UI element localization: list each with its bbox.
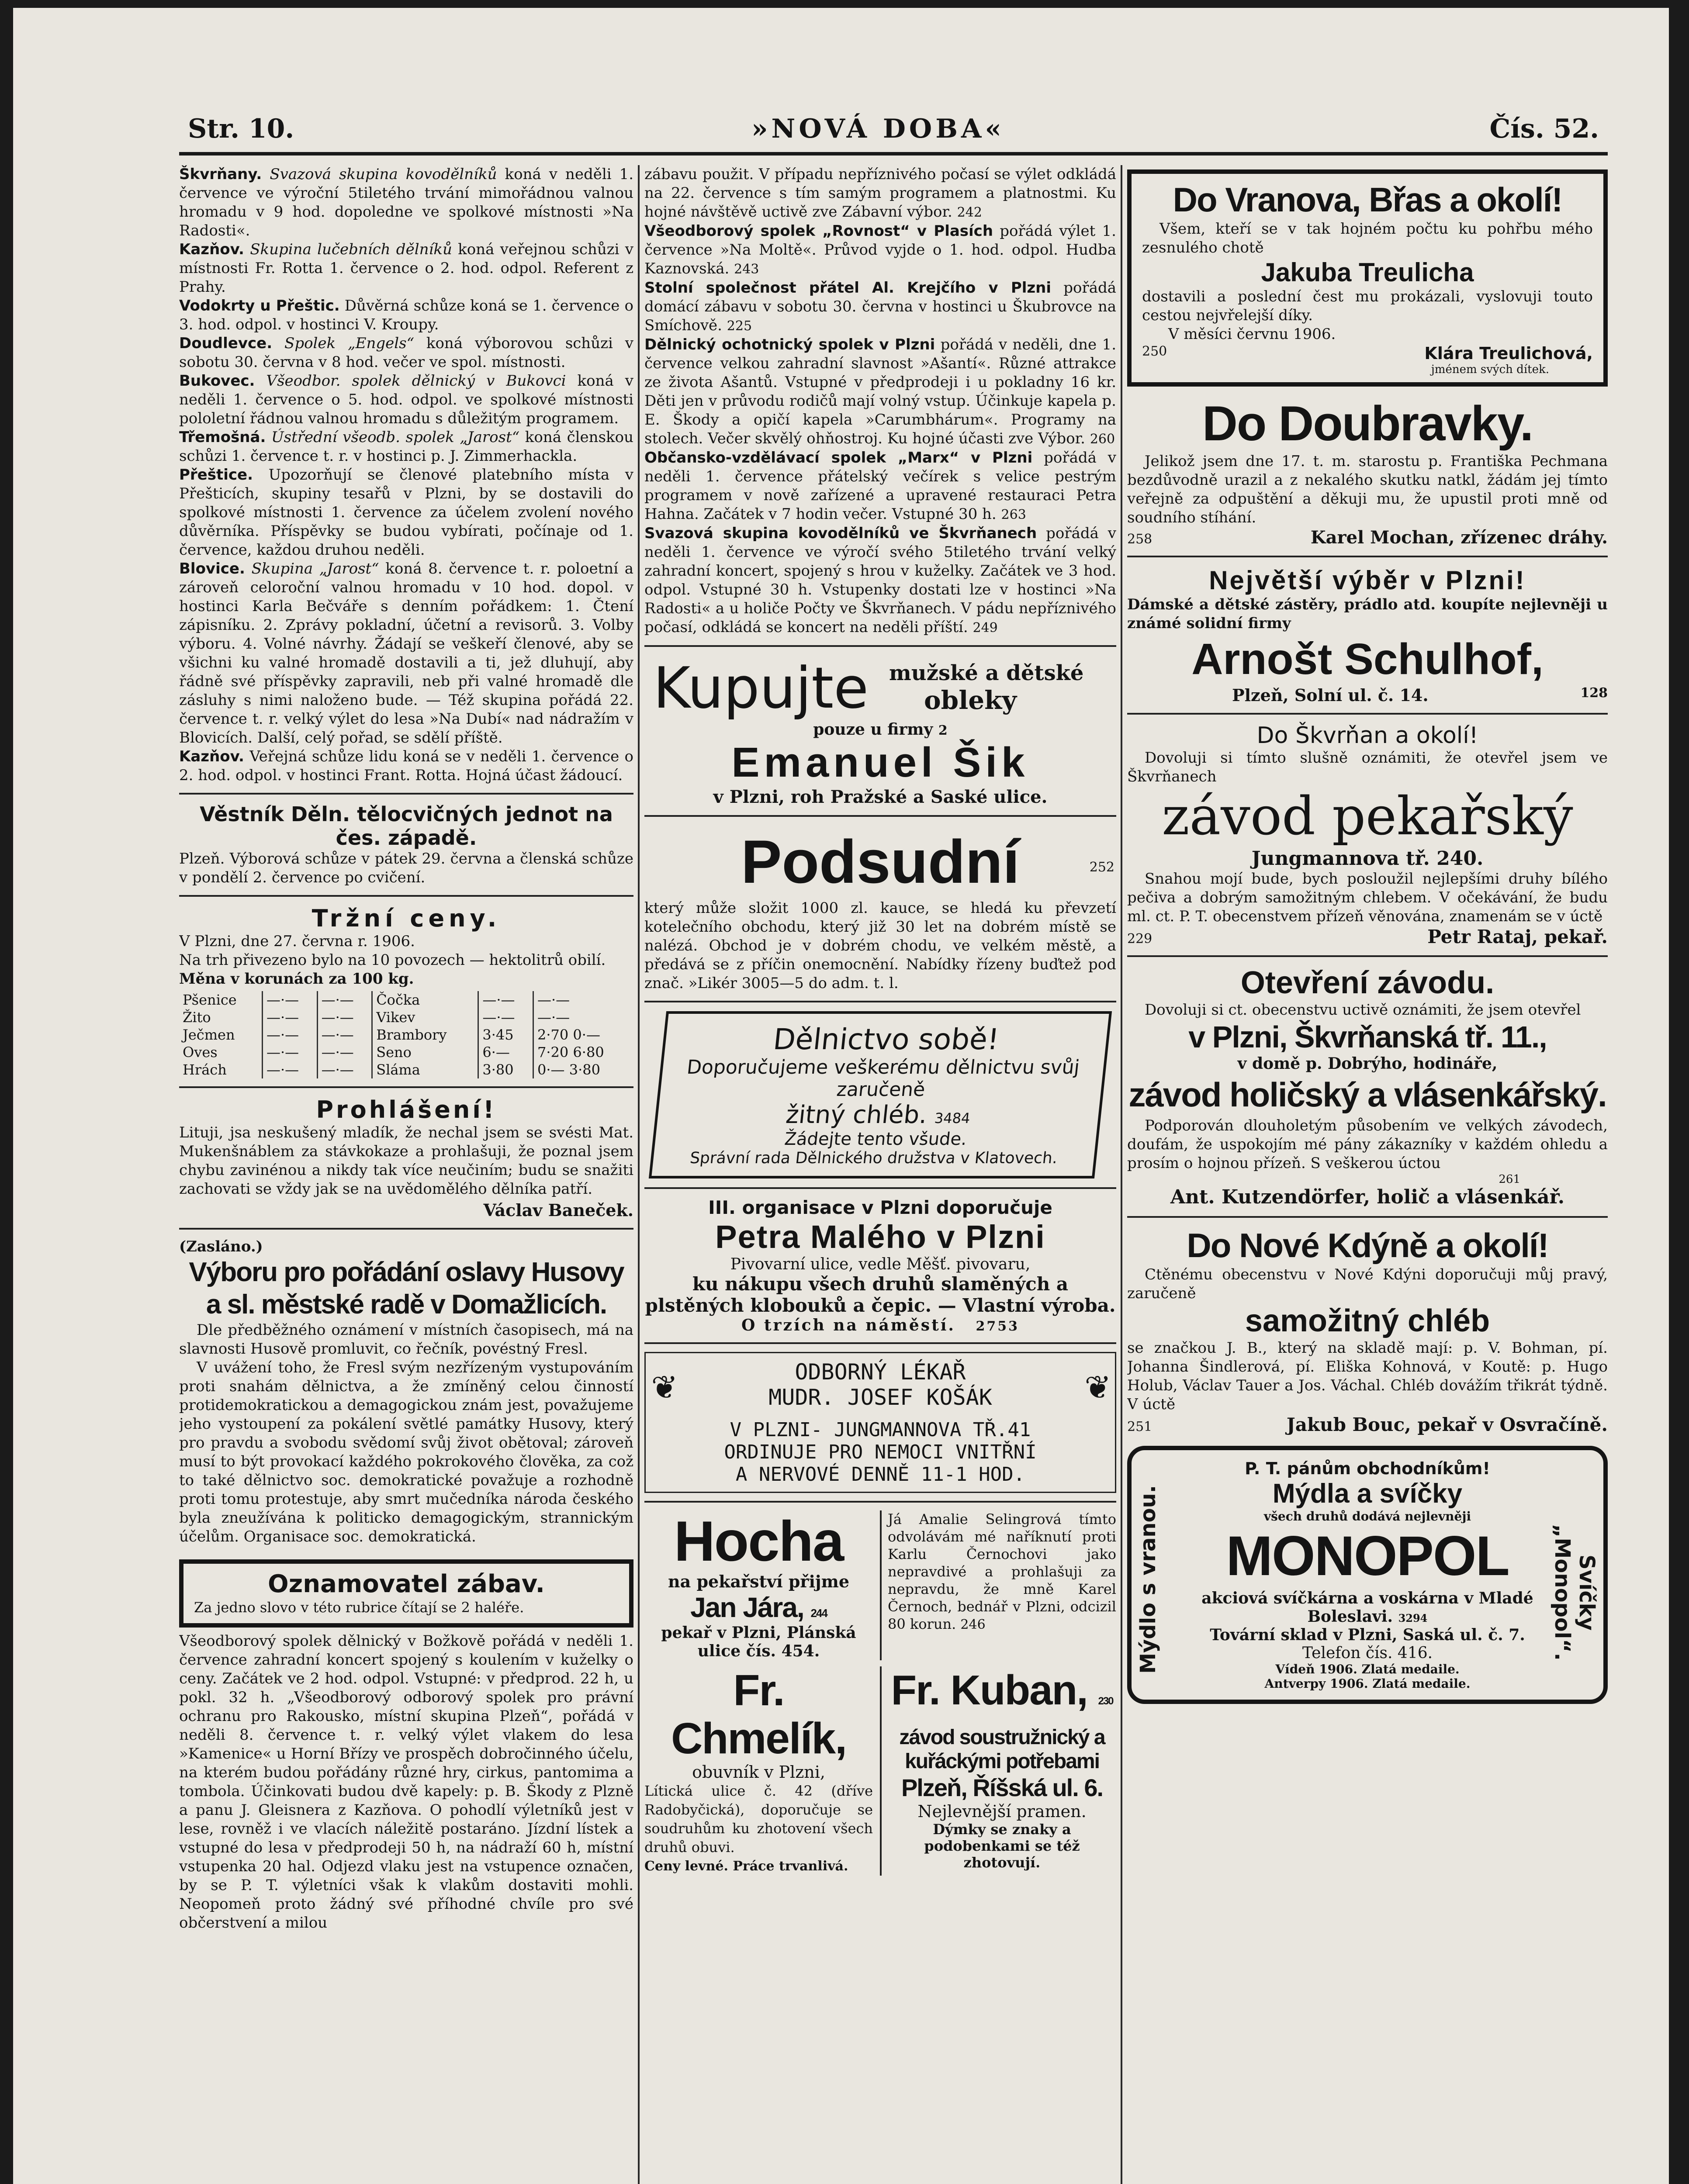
- market-cell: Ječmen: [179, 1026, 262, 1044]
- otevreni-title: Otevření závodu.: [1240, 965, 1495, 1000]
- column-divider: [638, 165, 640, 2184]
- doubravka-title: Do Doubravky.: [1202, 396, 1533, 451]
- kuban-name: Fr. Kuban, 230: [891, 1667, 1113, 1714]
- kdyne-big: samožitný chléb: [1245, 1303, 1490, 1338]
- divider: [179, 1228, 633, 1230]
- vranov-signature-row: 250 Klára Treulichová,: [1142, 344, 1593, 363]
- divider: [1127, 556, 1608, 557]
- market-intro: Na trh přivezeno bylo na 10 povozech — hektolitrů obilí.: [179, 951, 606, 969]
- mono-title: Mýdla a svíčky: [1272, 1479, 1463, 1509]
- ad-hocha: [644, 1510, 873, 1660]
- kuban-text-3: Nejlevnější pramen.: [917, 1802, 1087, 1821]
- market-row: [179, 991, 633, 1009]
- market-date: V Plzni, dne 27. června r. 1906.: [179, 933, 415, 950]
- husova-paragraph-1: Dle předběžného oznámení v místních časopisech, má na slavnosti Husově promluvit, co řečník, povéstný Fresl.: [179, 1321, 633, 1358]
- vestnik-title: Věstník Děln. tělocvičných jednot na čes. západě.: [200, 802, 613, 850]
- ornament-icon: ❦: [1085, 1362, 1109, 1408]
- market-cell: 6·—: [478, 1044, 533, 1061]
- market-cell: 3·45: [478, 1026, 533, 1044]
- schulhof-head: Největší výběr v Plzni!: [1209, 566, 1526, 595]
- market-cell: 2·70 0·—: [537, 1026, 600, 1043]
- otevreni-text-1: Dovoluji si ct. obecenstvu uctivě oznámiti, že jsem otevřel: [1145, 1001, 1581, 1019]
- kdyne-signature-row: 251 Jakub Bouc, pekař v Osvračíně.: [1127, 1414, 1608, 1435]
- market-cell: —·—: [478, 991, 533, 1009]
- schulhof-address-row: Plzeň, Solní ul. č. 14. 128: [1232, 685, 1608, 705]
- event-kovodelnici: Svazová skupina kovodělníků ve Škvrňanech pořádá v neděli 1. července ve výročí svého 5tiletého trvání velký zahradní koncert, spojený s hrou v kuželky. Začátek ve 3 hod. odpol. Vstupné 30 h. Vstupenky dostati lze v hostinci »Na Radosti« a u holiče Počty ve Škvrňanech. V pádu nepříznivého počasí, odkládá se koncert na neděli příští. 249: [644, 525, 1116, 636]
- divider: [1127, 1216, 1608, 1218]
- column-1: [179, 165, 633, 1932]
- doubravka-signature: Karel Mochan, zřízenec dráhy.: [1310, 527, 1608, 548]
- market-cell: Žito: [179, 1009, 262, 1026]
- skvrnan-text-2: Snahou mojí bude, bych posloužil nejlepšími druhy bílého pečiva a dobrým samožitným chlebem. V očekávání, že budu ml. ct. P. T. obecenstvem přízeň věnována, znamenám se v úctě: [1127, 870, 1608, 925]
- divider: [644, 1501, 1116, 1503]
- divider: [1127, 713, 1608, 715]
- divider: [179, 1086, 633, 1088]
- divider: [1127, 955, 1608, 957]
- delnictvo-bread: žitný chléb. 3484: [784, 1101, 971, 1129]
- mono-sub: všech druhů dodává nejlevněji: [1263, 1509, 1471, 1524]
- market-cell: Hrách: [179, 1061, 262, 1078]
- skvrnan-text-1: Dovoluji si tímto slušně oznámiti, že otevřel jsem ve Škvrňanech: [1127, 749, 1608, 785]
- kdyne-text-2: se značkou J. B., který na skladě mají: p. V. Bohman, pí. Johanna Šindlerová, pí. Eliška Kohnová, v Koutě: p. Hugo Holub, Václav Tauer a Jos. Váchal. Chléb dovážím třikrát týdně. V úctě: [1127, 1339, 1608, 1413]
- market-cell: Čočka: [372, 991, 478, 1009]
- kuban-address: Plzeň, Říšská ul. 6.: [901, 1774, 1103, 1801]
- schulhof-name: Arnošt Schulhof,: [1191, 635, 1544, 684]
- oznamovatel-text: Všeodborový spolek dělnický v Božkově pořádá v neděli 1. července zahradní koncert spojený s koulením v kuželky o ceny. Začátek ve 2 hod. odpol. Vstupné: v předprod. 22 h, u pokl. 32 h. „Všeodborový odborový spolek pro právní ochranu pro Rakousko, místní skupina Plzeň“, pořádá v neděli 8. července t. r. velký výlet vlakem do lesa »Kamenice« u Horní Břízy ve prospěch dobročinného účelu, na kterém budou pořádány různé hry, cirkus, pantomima a tombola. Účinkovati budou dvě kapely: p. B. Škody z Plzně a panu J. Gleisnera z Kazňova. O pohodlí výletníků jest v lese, rovněž i ve vlacích náležitě postaráno. Jízdní lístek a vstupné do lesa v předprodeji 50 h, na nádraží 60 h, místní vstupenka 20 hal. Odjezd vlaku jest na vstupence označen, by se P. T. výletníci však k vlakům dostaviti mohli. Neopomeň proto žádný své příhodné chvíle pro své občerstvení a milou: [179, 1632, 633, 1932]
- divider: [644, 645, 1116, 647]
- market-cell: —·—: [262, 1009, 317, 1026]
- otevreni-house: v domě p. Dobrýho, hodináře,: [1237, 1054, 1498, 1073]
- selingrova-text: Já Amalie Selingrová tímto odvolávám mé naříknutí proti Karlu Černochovi jako nepravdivé a prohlašuji za nepravdu, že mně Karel Černoch, bednář v Plzni, odcizil 80 korun. 246: [888, 1511, 1116, 1632]
- maly-foot: O trzích na náměstí. 2753: [741, 1316, 1019, 1334]
- chmelik-name: Fr. Chmelík,: [671, 1666, 846, 1763]
- oznamovatel-subtitle: Za jedno slovo v této rubrice čítají se 2 haléře.: [194, 1599, 524, 1616]
- ad-podsudni: [644, 825, 1116, 899]
- column-3: [1127, 165, 1608, 1704]
- event-ochotnicky: Dělnický ochotnický spolek v Plzni pořádá v neděli, dne 1. července velkou zahradní slavnost »Ašantí«. Různé attrakce ze života Ašantů. Vstupné v předprodeji i u pokladny 16 kr. Děti jen v průvodu rodičů mají volný vstup. Účinkuje kapela p. E. Škody a opičí kapela »Carumbhárum«. Programy na stolech. Večer skvělý ohňostroj. Ku hojné účasti zve Výbor. 260: [644, 336, 1116, 447]
- vestnik-text: Plzeň. Výborová schůze v pátek 29. června a členská schůze v pondělí 2. července po cvičení.: [179, 850, 633, 886]
- divider: [644, 1001, 1116, 1002]
- notice-bukovec: Bukovec. Všeodbor. spolek dělnický v Bukovci koná v neděli 1. července o 5. hod. odpol. ve spolkové místnosti pololetní řádnou valnou hromadu s důležitým programem.: [179, 372, 633, 427]
- mono-award-1: Vídeň 1906. Zlatá medaile.: [1275, 1662, 1460, 1676]
- kosak-line-3: V PLZNI- JUNGMANNOVA TŘ.41: [730, 1419, 1031, 1441]
- notice-tremosna: Třemošná. Ústřední všeodb. spolek „Jarost“ koná členskou schůzi 1. července t. r. v hostinci p. J. Zimmerhackla.: [179, 429, 633, 465]
- notice-prestice: Přeštice. Upozorňují se členové platebního místa v Přešticích, skupiny tesařů v Plzni, by se dostavili do spolkové místnosti 1. července za účelem zvolení nového důvěrníka. Příspěvky se budou vybírati, počínaje od 1. července, každou druhou neděli.: [179, 466, 633, 559]
- divider: [179, 895, 633, 897]
- ads-row-2: [644, 1666, 1116, 1876]
- divider: [644, 1187, 1116, 1189]
- vranov-text-1: Všem, kteří se v tak hojném počtu ku pohřbu mého zesnulého chotě: [1142, 220, 1593, 256]
- ornament-icon: ❦: [652, 1362, 676, 1408]
- mono-text-2: Tovární sklad v Plzni, Saská ul. č. 7.: [1210, 1626, 1525, 1644]
- market-cell: —·—: [262, 991, 317, 1009]
- market-cell: —·—: [262, 1044, 317, 1061]
- kupujte-firm: Emanuel Šik: [731, 739, 1029, 786]
- market-cell: —·—: [537, 1009, 570, 1026]
- hocha-text-1: na pekařství přijme: [668, 1572, 850, 1591]
- kdyne-text-1: Ctěnému obecenstvu v Nové Kdýni doporučuji můj pravý, zaručeně: [1127, 1266, 1608, 1302]
- page-number: Str. 10.: [188, 114, 294, 144]
- kuban-text-4: Dýmky se znaky a podobenkami se též zhotovují.: [924, 1821, 1080, 1871]
- market-cell: —·—: [317, 1044, 372, 1061]
- event-marx: Občansko-vzdělávací spolek „Marx“ v Plzni pořádá v neděli 1. července přátelský večírek s velice pestrým programem v nově zařízené a upravené restauraci Petra Hahna. Začátek v 7 hodin večer. Vstupné 30 h. 263: [644, 449, 1116, 523]
- mono-top: P. T. pánům obchodníkům!: [1245, 1459, 1490, 1478]
- notice-blovice: Blovice. Skupina „Jarost“ koná 8. července t. r. poloetní a zároveň celoroční valnou hromadu v 10 hod. dopol. v hostinci Karla Bečváře s denním pořádkem: 1. Čtení zápisníku. 2. Zprávy pokladní, účetní a revisorů. 3. Volby výboru. 4. Volné návrhy. Žádají se veškeří členové, aby se všichni ku valné hromadě dostavili a ti, jež dluhují, aby řádně své příspěvky zapravili, neb při valné hromadě dle zásluhy s nimi naloženo bude. — Též skupina pořádá 22. července t. r. velký výlet do lesa »Na Dubí« nad nádražím v Blovicích. Další, celý pořad, se sdělí příště.: [179, 560, 633, 746]
- market-cell: Brambory: [372, 1026, 478, 1044]
- podsudni-title: Podsudní: [741, 827, 1020, 896]
- vranov-signature-2: jménem svých dítek.: [1431, 363, 1549, 376]
- notice-kaznov-2: Kazňov. Veřejná schůze lidu koná se v neděli 1. července o 2. hod. odpol. v hostinci Frant. Rotta. Hojná účast žádoucí.: [179, 748, 633, 784]
- market-cell: Sláma: [372, 1061, 478, 1078]
- oznamovatel-title: Oznamovatel zábav.: [268, 1570, 545, 1598]
- kupujte-address: v Plzni, roh Pražské a Saské ulice.: [713, 787, 1048, 807]
- notice-doudlevce: Doudlevce. Spolek „Engels“ koná výborovou schůzi v sobotu 30. června v 8 hod. večer ve spol. místnosti.: [179, 335, 633, 371]
- prohlaseni-signature: Václav Baneček.: [483, 1200, 633, 1220]
- mono-award-2: Antverpy 1906. Zlatá medaile.: [1264, 1676, 1471, 1691]
- mono-right-text: Svíčky „Monopol“.: [1550, 1524, 1599, 1661]
- kosak-line-5: A NERVOVÉ DENNĚ 11-1 HOD.: [735, 1463, 1025, 1486]
- ad-kosak: [644, 1352, 1116, 1493]
- maly-address: Pivovarní ulice, vedle Měšť. pivovaru,: [730, 1255, 1031, 1273]
- market-cell: —·—: [537, 992, 570, 1008]
- schulhof-text: Dámské a dětské zástěry, prádlo atd. koupíte nejlevněji u známé solidní firmy: [1127, 596, 1608, 632]
- mono-text-1: akciová svíčkárna a voskárna v Mladé Boleslavi. 3294: [1201, 1589, 1533, 1626]
- kosak-line-2: MUDR. JOSEF KOŠÁK: [768, 1385, 992, 1410]
- kosak-line-4: ORDINUJE PRO NEMOCI VNITŘNÍ: [724, 1441, 1037, 1463]
- otevreni-signature: Ant. Kutzendörfer, holič a vlásenkář.: [1170, 1186, 1565, 1208]
- newspaper-page: [13, 8, 1669, 2184]
- vranov-date: V měsíci červnu 1906.: [1168, 325, 1336, 343]
- market-cell: Pšenice: [179, 991, 262, 1009]
- header-rule: [179, 152, 1608, 156]
- chmelik-text-2: Lítická ulice č. 42 (dříve Radobyčická), doporučuje se soudruhům ku zhotovení všech druhů obuvi.: [644, 1783, 873, 1856]
- zaslano-label: (Zasláno.): [179, 1238, 263, 1255]
- notice-skvrnany: Škvrňany. Svazová skupina kovodělníků koná v neděli 1. července ve výroční 5tiletého trvání mimořádnou valnou hromadu v 9 hod. dopoledne ve spolkové místnosti »Na Radosti«.: [179, 166, 633, 239]
- divider: [644, 1342, 1116, 1344]
- maly-text: ku nákupu všech druhů slaměných a plstěných klobouků a čepic. — Vlastní výroba.: [645, 1273, 1116, 1316]
- market-row: [179, 1044, 633, 1061]
- kdyne-title: Do Nové Kdýně a okolí!: [1187, 1226, 1548, 1265]
- page-header: [170, 114, 1608, 149]
- notice-vodokrty: Vodokrty u Přeštic. Důvěrná schůze koná se 1. července o 3. hod. odpol. v hostinci V. Kroupy.: [179, 297, 633, 333]
- skvrnan-big: závod pekařský: [1162, 786, 1573, 847]
- market-cell: 7·20 6·80: [537, 1044, 604, 1061]
- delnictvo-text-3: Žádejte tento všude.: [783, 1129, 968, 1149]
- kdyne-signature: Jakub Bouc, pekař v Osvračíně.: [1286, 1414, 1608, 1435]
- doubravka-signature-row: 258 Karel Mochan, zřízenec dráhy.: [1127, 527, 1608, 548]
- market-title: Tržní ceny.: [311, 905, 501, 932]
- market-row: [179, 1009, 633, 1026]
- market-cell: 0·— 3·80: [537, 1061, 600, 1078]
- market-cell: —·—: [317, 1009, 372, 1026]
- delnictvo-signature: Správní rada Dělnického družstva v Klatovech.: [689, 1149, 1059, 1167]
- divider: [179, 793, 633, 795]
- delnictvo-title: Dělnictvo sobě!: [772, 1023, 1001, 1056]
- vranov-title: Do Vranova, Břas a okolí!: [1173, 180, 1562, 219]
- chmelik-text-1: obuvník v Plzni,: [692, 1762, 825, 1782]
- continued-text: zábavu použit. V případu nepříznivého počasí se výlet odkládá na 22. července s tím samým programem a platnostmi. Ku hojné návštěvě uctivě zve Zábavní výbor. 242: [644, 166, 1116, 221]
- prohlaseni-text: Lituji, jsa neskušený mladík, že nechal jsem se svésti Mat. Mukenšnáblem za stávkokaze a prohlašuji, že poznal jsem chybu zavinénou a nikdy tak více neučiním; budu se snažiti zachovati se vždy jak se na uvědomělého dělníka patří.: [179, 1124, 633, 1198]
- ad-kuban: [880, 1666, 1116, 1876]
- newspaper-title: »NOVÁ DOBA«: [751, 114, 1005, 144]
- market-cell: Vikev: [372, 1009, 478, 1026]
- mono-big: MONOPOL: [1226, 1525, 1509, 1587]
- market-cell: Seno: [372, 1044, 478, 1061]
- market-cell: —·—: [317, 1061, 372, 1078]
- skvrnan-signature-row: 229 Petr Rataj, pekař.: [1127, 926, 1608, 947]
- delnictvo-text-1: Doporučujeme veškerému dělnictvu svůj zaručeně: [685, 1056, 1081, 1101]
- otevreni-address: v Plzni, Škvrňanská tř. 11.,: [1188, 1020, 1547, 1054]
- market-cell: —·—: [478, 1009, 533, 1026]
- market-price-table: [179, 991, 633, 1078]
- ad-delnictvo-sobe: [649, 1011, 1112, 1178]
- market-cell: 3·80: [478, 1061, 533, 1078]
- oznamovatel-box: [179, 1559, 633, 1628]
- otevreni-text-2: Podporován dlouholetým působením ve velkých závodech, doufám, že uspokojím mé pány zákazníky v každém ohledu a prosím o hojnou přízeň. S veškerou úctou: [1127, 1117, 1608, 1172]
- vranov-text-2: dostavili a poslední čest mu prokázali, vyslovuji touto cestou nejvřelejší díky.: [1142, 288, 1593, 324]
- husova-paragraph-2: V uvážení toho, že Fresl svým nezřízeným vystupováním proti snahám dělnictva, a že zmíněný celou činností protidemokratickou a demagogickou znám jest, považujeme jeho vystoupení za pokálení světlé památky Husovy, který pro pravdu a svobodu svědomí svůj život obětoval; zároveň musí to být provokací každého pokrokového člověka, za což to také dělnictvo soc. demokratické považuje a rozhodně proti tomu protestuje, aby smrt mučedníka národa českého byla zneužívána k politicko demagogickým, strannickým účelům. Organisace soc. demokratická.: [179, 1359, 633, 1545]
- kupujte-side-2: obleky: [924, 685, 1017, 715]
- market-cell: —·—: [262, 1061, 317, 1078]
- ad-vranov: [1127, 169, 1608, 387]
- maly-intro: III. organisace v Plzni doporučuje: [708, 1197, 1052, 1218]
- divider: [644, 815, 1116, 817]
- podsudni-text: který může složit 1000 zl. kauce, se hledá ku převzetí kotelečního obchodu, který již 30 let na dobrém místě se nalézá. Obchod je v dobrém chodu, ve velkém městě, a předává se z příčin onemocnění. Nabídky řízeny buďtež pod znač. »Likér 3005—5 do adm. t. l.: [644, 899, 1116, 992]
- skvrnan-address: Jungmannova tř. 240.: [1251, 847, 1484, 870]
- notice-kaznov: Kazňov. Skupina lučebních dělníků koná veřejnou schůzi v místnosti Fr. Rotta 1. července o 2. hod. odpol. Referent z Prahy.: [179, 241, 633, 296]
- column-2: [644, 165, 1116, 1876]
- market-unit: Měna v korunách za 100 kg.: [179, 970, 414, 988]
- skvrnan-signature: Petr Rataj, pekař.: [1427, 926, 1608, 947]
- maly-name: Petra Malého v Plzni: [715, 1219, 1045, 1255]
- ad-monopol: [1127, 1446, 1608, 1704]
- event-krejci: Stolní společnost přátel Al. Krejčího v Plzni pořádá domácí zábavu v sobotu 30. června v hostinci u Škubrovce na Smíchově. 225: [644, 279, 1116, 334]
- ad-kupujte: [644, 655, 1116, 720]
- mono-left-text: Mýdlo s vranou.: [1136, 1485, 1160, 1674]
- mono-text-3: Telefon čís. 416.: [1302, 1644, 1433, 1662]
- issue-number: Čís. 52.: [1489, 114, 1599, 144]
- ads-row-1: [644, 1510, 1116, 1660]
- event-plasy: Všeodborový spolek „Rovnost“ v Plasích pořádá výlet 1. července »Na Moltě«. Průvod vyjde o 1. hod. odpol. Hudba Kaznovská. 243: [644, 222, 1116, 277]
- market-row: [179, 1061, 633, 1078]
- prohlaseni-title: Prohlášení!: [316, 1096, 497, 1123]
- market-cell: —·—: [317, 1026, 372, 1044]
- kupujte-word: Kupujte: [653, 655, 869, 721]
- market-cell: Oves: [179, 1044, 262, 1061]
- kosak-line-1: ODBORNÝ LÉKAŘ: [795, 1359, 966, 1385]
- husova-title: Výboru pro pořádání oslavy Husovy a sl. městské radě v Domažlicích.: [189, 1257, 624, 1320]
- kupujte-side-1: mužské a dětské: [889, 661, 1084, 685]
- ad-selingrova: [880, 1510, 1116, 1660]
- vranov-name: Jakuba Treulicha: [1261, 258, 1474, 287]
- otevreni-number: 261: [1499, 1173, 1520, 1186]
- podsudni-number: 252: [1089, 860, 1114, 875]
- market-cell: —·—: [262, 1026, 317, 1044]
- otevreni-big: závod holičský a vlásenkářský.: [1128, 1075, 1606, 1114]
- column-divider: [1121, 165, 1122, 2184]
- vranov-signature: Klára Treulichová,: [1424, 344, 1593, 363]
- market-cell: —·—: [317, 991, 372, 1009]
- hocha-title: Hocha: [674, 1509, 844, 1573]
- ad-chmelik: [644, 1666, 873, 1876]
- market-row: [179, 1026, 633, 1044]
- doubravka-text: Jelikož jsem dne 17. t. m. starostu p. Františka Pechmana bezdůvodně urazil a z nekalého skutku natkl, žádám jej tímto veřejně za odpuštění a děkuji mu, že upustil proti mně od soudního stíhání.: [1127, 453, 1608, 526]
- kupujte-only: pouze u firmy 2: [813, 720, 948, 739]
- hocha-text-2: pekař v Plzni, Plánská ulice čís. 454.: [661, 1624, 856, 1660]
- kuban-text-1: závod soustružnický a kuřáckými potřebami: [899, 1726, 1105, 1773]
- hocha-name: Jan Jára, 244: [690, 1592, 827, 1623]
- chmelik-text-3: Ceny levné. Práce trvanlivá.: [644, 1859, 848, 1874]
- skvrnan-title: Do Škvrňan a okolí!: [1256, 722, 1478, 749]
